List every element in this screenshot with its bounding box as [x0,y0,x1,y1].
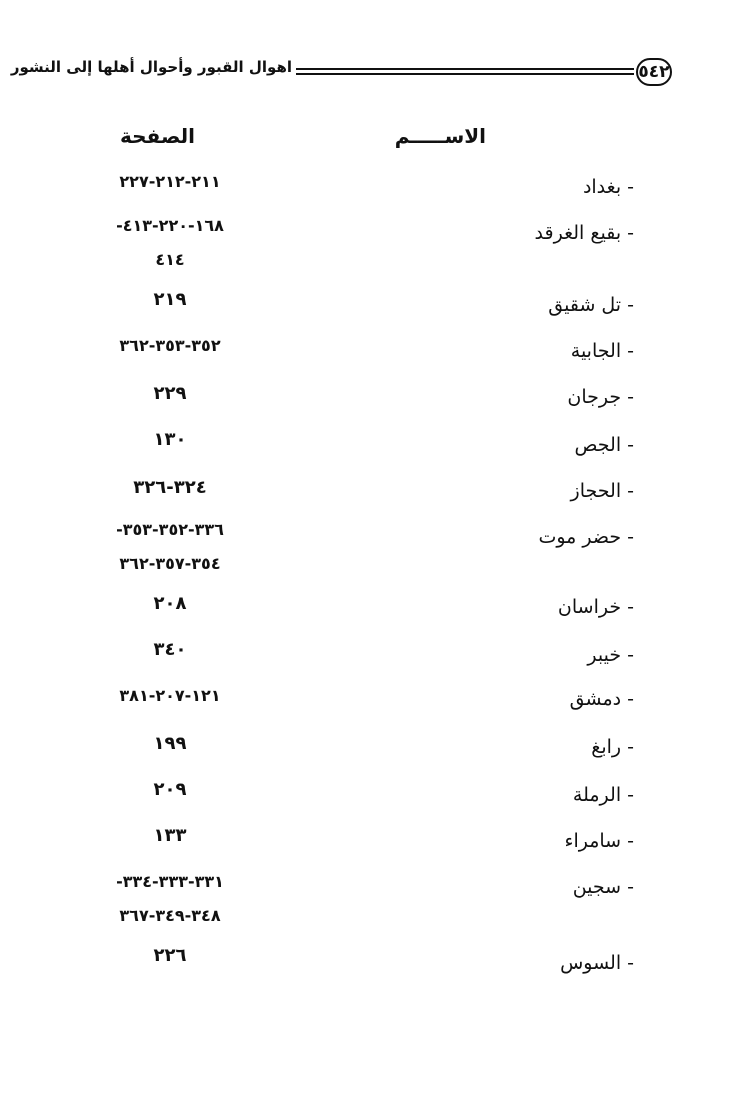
place-name: - دمشق [569,688,634,710]
page-refs: ١٣٠ [153,429,187,450]
page-refs: ٣٥٢-٣٥٣-٣٦٢ [119,336,221,355]
place-name: - الجابية [570,340,634,362]
place-name: - بغداد [582,176,634,198]
place-name: - جرجان [567,386,634,408]
page-refs: ٣٤٠ [153,639,187,660]
page-refs: ٢٠٨ [153,593,187,614]
page-refs-continued: ٣٤٨-٣٤٩-٣٦٧ [119,906,221,925]
place-name: - حضر موت [538,526,634,548]
place-name: - خراسان [557,596,634,618]
page-refs: ٢١٩ [153,289,187,310]
place-name: - الرملة [572,784,634,806]
column-header-page: الصفحة [120,124,196,148]
page-refs: ٢٠٩ [153,779,187,800]
place-name: - تل شقيق [548,294,634,316]
page-refs: ١٩٩ [153,733,187,754]
page-number: ٥٤٢ [636,58,672,86]
page-refs: ٣٢٤-٣٢٦ [133,477,207,498]
place-name: - رابغ [591,736,634,758]
page-header [0,0,746,100]
place-name: - الحجاز [570,480,634,502]
page-refs: ١٢١-٢٠٧-٣٨١ [119,686,221,705]
running-title: اهوال القبور وأحوال أهلها إلى النشور [10,58,292,76]
place-name: - بقيع الغرقد [534,222,634,244]
page-refs-continued: ٣٥٤-٣٥٧-٣٦٢ [119,554,221,573]
page-refs-continued: ٤١٤ [155,250,185,269]
place-name: - الجص [574,434,634,456]
place-name: - السوس [560,952,634,974]
column-header-name: الاســـــم [394,124,486,148]
header-rule-bottom [296,73,634,75]
page-refs: ٢١١-٢١٢-٢٢٧ [119,172,221,191]
place-name: - سامراء [564,830,634,852]
page-refs: ٣٣٦-٣٥٢-٣٥٣- [116,520,224,539]
place-name: - خيبر [587,644,634,666]
page-refs: ٢٢٩ [153,383,187,404]
place-name: - سجين [572,876,634,898]
header-rule-top [296,68,634,70]
page-refs: ١٦٨-٢٢٠-٤١٣- [116,216,224,235]
page-refs: ١٣٣ [153,825,187,846]
page-refs: ٣٣١-٣٣٣-٣٣٤- [116,872,224,891]
page-refs: ٢٢٦ [153,945,187,966]
